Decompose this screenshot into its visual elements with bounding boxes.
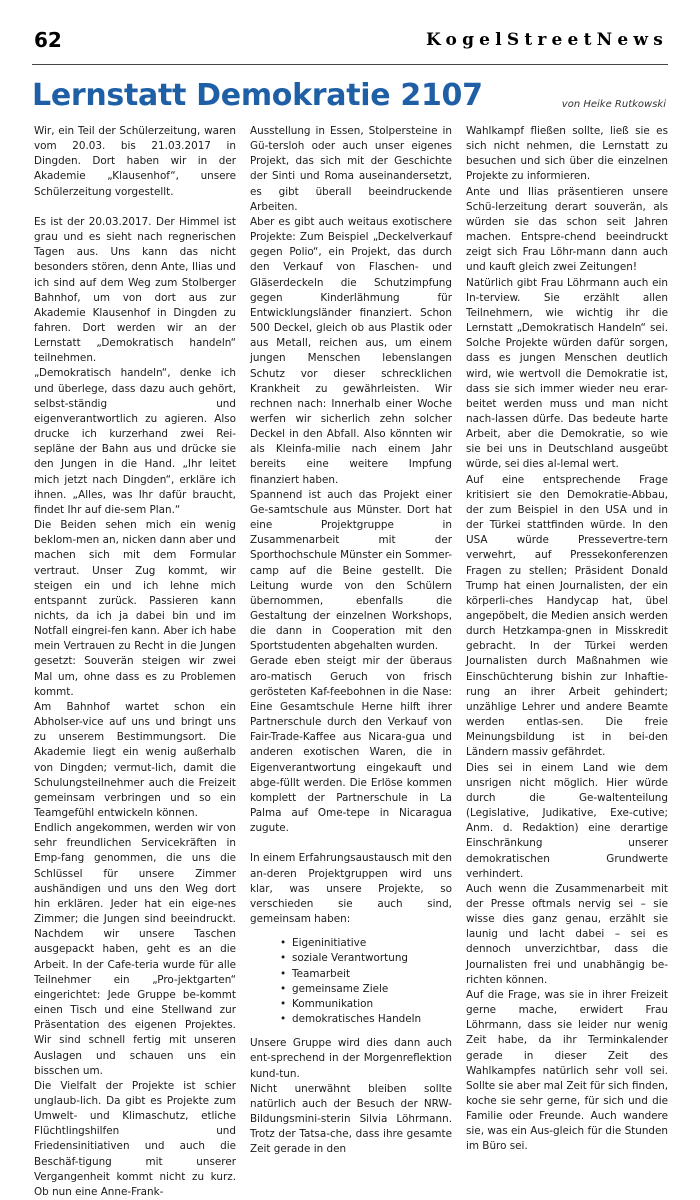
paragraph: Ausstellung in Essen, Stolpersteine in Gü-tersloh oder auch unser eigenes Projekt, das sich mit der Geschichte der Sinti und Roma auseinandersetzt, es gibt überall beeindruckende Arbeiten. xyxy=(250,125,452,213)
article-columns xyxy=(34,124,668,1198)
article-title: Lernstatt Demokratie 2107 xyxy=(32,78,483,113)
paragraph: Natürlich gibt Frau Löhrmann auch ein In-terview. Sie erzählt allen Teilnehmern, wie wichtig ihr die Lernstatt „Demokratisch Handeln“ sei. Solche Projekte würden dafür sorgen, dass es jungen Menschen deutlich wird, wie wertvoll die Demokratie ist, dass sie sich immer wieder neu erar-beitet werden muss und man nicht nach-lassen dürfe. Das bedeute harte Arbeit, aber die Demokratie, so wie sie bei uns in Deutschland ausgeübt würde, sei dies al-lemal wert. xyxy=(466,276,668,471)
paragraph: Dies sei in einem Land wie dem unsrigen nicht möglich. Hier würde durch die Ge-waltenteilung (Legislative, Judikative, Exe-cutive; Anm. d. Redaktion) eine derartige Einschränkung unserer demokratischen Grundwerte verhindert. xyxy=(466,761,668,880)
paragraph: Es ist der 20.03.2017. Der Himmel ist grau und es sieht nach regnerischen Tagen aus. Uns kann das nicht besonders stören, denn Ante, Ilias und ich sind auf dem Weg zum Stolberger Bahnhof, um von dort aus zur Akademie Klausenhof in Dingden zu fahren. Dort werden wir an der Lernstatt „Demokratisch handeln“ teilnehmen. xyxy=(34,215,236,365)
paragraph: Die Vielfalt der Projekte ist schier unglaub-lich. Da gibt es Projekte zum Umwelt- und Klimaschutz, etliche Flüchtlingshilfen und Friedensinitiativen und auch die Beschäf-tigung mit unserer Vergangenheit kommt nicht zu kurz. Ob nun eine Anne-Frank- xyxy=(34,1079,236,1198)
paragraph: Unsere Gruppe wird dies dann auch ent-sprechend in der Morgenreflektion kund-tun. xyxy=(250,1037,452,1080)
list-item: • gemeinsame Ziele xyxy=(292,982,452,997)
paragraph: Auf die Frage, was sie in ihrer Freizeit gerne mache, erwidert Frau Löhrmann, dass sie leider nur wenig Zeit habe, da ihr Terminkalender gerade in dieser Zeit des Wahlkampfes natürlich sehr voll sei. Sollte sie aber mal Zeit für sich finden, koche sie sehr gerne, für sich und die Familie oder Freunde. Auch wandere sie, was ein Aus-gleich für die Stunden im Büro sei. xyxy=(466,988,668,1153)
column-2 xyxy=(250,124,452,1156)
list-item: • demokratisches Handeln xyxy=(292,1012,452,1027)
paragraph: Wir, ein Teil der Schülerzeitung, waren vom 20.03. bis 21.03.2017 in Dingden. Dort haben wir in der Akademie „Klausenhof“, unsere Schülerzeitung vorgestellt. xyxy=(34,125,236,198)
paragraph: Die Beiden sehen mich ein wenig beklom-men an, nicken dann aber und machen sich mit dem Formular vertraut. Unser Zug kommt, wir steigen ein und ich lehne mich entspannt zurück. Passieren kann nichts, da ich ja dabei bin und im Notfall eingrei-fen kann. Aber ich habe mein Vertrauen zu Recht in die Jungen gesetzt: Souverän steigen wir zwei Mal um, ohne dass es zu Problemen kommt. xyxy=(34,519,236,698)
paragraph: Wahlkampf fließen sollte, ließ sie es sich nicht nehmen, die Lernstatt zu besuchen und sich über die einzelnen Projekte zu informieren. xyxy=(466,125,668,183)
column-1 xyxy=(34,124,236,1198)
page-number: 62 xyxy=(34,28,62,52)
article-author: von Heike Rutkowski xyxy=(561,99,666,110)
list-item: • Teamarbeit xyxy=(292,967,452,982)
list-item: • Eigeninitiative xyxy=(292,936,452,951)
paragraph: „Demokratisch handeln“, denke ich und überlege, dass dazu auch gehört, selbst-ständig und eigenverantwortlich zu agieren. Also drucke ich kurzerhand zwei Rei-sepläne der Bahn aus und drücke sie den Jungen in die Hand. „Ihr leitet mich jetzt nach Dingden“, erkläre ich ihnen. „Alles, was Ihr dafür braucht, findet Ihr auf die-sem Plan.“ xyxy=(34,367,236,516)
paragraph: Spannend ist auch das Projekt einer Ge-samtschule aus Münster. Dort hat eine Projektgruppe in Zusammenarbeit mit der Sporthochschule Münster ein Sommer-camp auf die Beine gestellt. Die Leitung wurde von den Schülern übernommen, ebenfalls die Gestaltung der einzelnen Workshops, die dann in Cooperation mit den Sportstudenten abgehalten wurden. xyxy=(250,488,452,653)
paragraph: Am Bahnhof wartet schon ein Abholser-vice auf uns und bringt uns zu unserem Bestimmungsort. Die Akademie liegt ein wenig außerhalb von Dingden; vermut-lich, damit die Schulungsteilnehmer auch die Freizeit gemeinsam verbringen und so ein Teamgefühl entwickeln können. xyxy=(34,700,236,820)
paragraph: Auf eine entsprechende Frage kritisiert sie den Demokratie-Abbau, der zum Beispiel in den USA und in der Türkei stattfinden würde. In den USA würde Pressevertre-tern verwehrt, auf Pressekonferenzen Fragen zu stellen; Präsident Donald Trump hat einen Journalisten, der ein körperli-ches Handycap hat, übel angepöbelt, die Medien ansich werden durch Hetzkampa-gnen in Misskredit gebracht. In der Türkei werden Journalisten durch Maßnahmen wie Einschüchterung bishin zur Inhaftie-rung an ihrer Arbeit gehindert; unzählige Lehrer und andere Beamte werden entlas-sen. Die freie Meinungsbildung ist in bei-den Ländern massiv gefährdet. xyxy=(466,473,668,759)
list-item: • soziale Verantwortung xyxy=(292,951,452,966)
column-3 xyxy=(466,124,668,1153)
masthead: KogelStreetNews xyxy=(425,30,668,50)
list-item: • Kommunikation xyxy=(292,997,452,1012)
paragraph: Endlich angekommen, werden wir von sehr freundlichen Servicekräften in Emp-fang genommen, die uns die Schlüssel für unsere Zimmer aushändigen und uns den Weg dort hin erklären. Jeder hat ein eige-nes Zimmer; die Jungen sind beeindruckt. Nachdem wir unsere Taschen ausgepackt haben, geht es an die Arbeit. In der Cafe-teria wurde für alle Teilnehmer ein „Pro-jektgarten“ eingerichtet: Jede Gruppe be-kommt einen Tisch und eine Stellwand zur Präsentation des eigenen Projektes. Wir sind schnell fertig mit unseren Auslagen und schauen uns ein bisschen um. xyxy=(34,822,236,1077)
header-rule xyxy=(32,64,668,65)
paragraph: Aber es gibt auch weitaus exotischere Projekte: Zum Beispiel „Deckelverkauf gegen Polio“, ein Projekt, das durch den Verkauf von Flaschen- und Gläserdeckeln die Schutzimpfung gegen Kinderlähmung für Entwicklungsländer finanziert. Schon 500 Deckel, gleich ob aus Plastik oder aus Metall, reichen aus, um einem jungen Menschen lebenslangen Schutz vor dieser schrecklichen Krankheit zu gewährleisten. Wir rechnen nach: Innerhalb einer Woche werfen wir sicherlich zehn solcher Deckel in den Abfall. Also könnten wir als Kleinfa-milie nach einem Jahr bereits eine weitere Impfung finanziert haben. xyxy=(250,215,452,486)
paragraph: Ante und Ilias präsentieren unsere Schü-lerzeitung derart souverän, als würden sie das schon seit Jahren machen. Entspre-chend beeindruckt zeigt sich Frau Löhr-mann dann auch und kauft gleich zwei Zeitungen! xyxy=(466,185,668,274)
paragraph: Nicht unerwähnt bleiben sollte natürlich auch der Besuch der NRW-Bildungsmini-sterin Silvia Löhrmann. Trotz der Tatsa-che, dass ihre gesamte Zeit gerade in den xyxy=(250,1082,452,1156)
paragraph: Gerade eben steigt mir der überaus aro-matisch Geruch von frisch gerösteten Kaf-feebohnen in die Nase: Eine Gesamtschule Herne hilft ihrer Partnerschule durch den Verkauf von Fair-Trade-Kaffee aus Nicara-gua und anderen exotischen Waren, die in Eigenverantwortung eingekauft und abge-füllt werden. Die Erlöse kommen komplett der Partnerschule in La Palma auf Ome-tepe in Nicaragua zugute. xyxy=(250,655,452,835)
paragraph: In einem Erfahrungsaustausch mit den an-deren Projektgruppen wird uns klar, was unsere Projekte, so verschieden sie auch sind, gemeinsam haben: xyxy=(250,852,452,926)
paragraph: Auch wenn die Zusammenarbeit mit der Presse oftmals nervig sei – sie wisse dies ganz genau, erzählt sie launig und lacht dabei – sei es dennoch unverzichtbar, dass die Journalisten frei und unabhängig be-richten können. xyxy=(466,882,668,986)
bullet-list xyxy=(250,936,452,1027)
